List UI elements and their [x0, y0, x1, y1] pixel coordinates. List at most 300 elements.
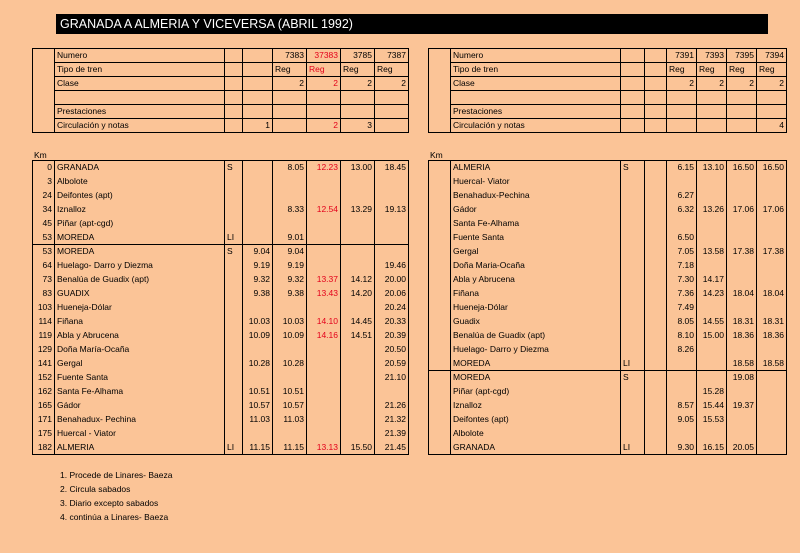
pre-time	[645, 203, 667, 217]
time-cell: 13.29	[341, 203, 375, 217]
flag-cell	[621, 189, 645, 203]
time-cell: 13.58	[697, 245, 727, 259]
time-cell: 14.17	[697, 273, 727, 287]
blank-cell	[225, 49, 243, 63]
time-cell: 6.50	[667, 231, 697, 245]
header-label	[55, 91, 225, 105]
station-name: Benalúa de Guadix (apt)	[55, 273, 225, 287]
flag-cell	[225, 427, 243, 441]
time-cell	[697, 259, 727, 273]
flag-cell	[225, 315, 243, 329]
blank-cell	[429, 315, 451, 329]
km-label-left: Km	[34, 150, 47, 160]
flag-cell	[225, 301, 243, 315]
time-cell	[727, 273, 757, 287]
station-name: Guadix	[451, 315, 621, 329]
time-cell: 16.50	[757, 161, 787, 175]
time-cell	[273, 427, 307, 441]
flag-cell	[225, 357, 243, 371]
table-row	[33, 189, 409, 203]
pre-time	[243, 175, 273, 189]
time-cell	[697, 427, 727, 441]
flag-cell	[621, 259, 645, 273]
time-cell	[375, 245, 409, 259]
station-name: Santa Fe-Alhama	[451, 217, 621, 231]
blank-cell	[429, 49, 451, 63]
train-tipo-cell: Reg	[375, 63, 409, 77]
time-cell: 8.05	[667, 315, 697, 329]
blank-cell	[429, 371, 451, 385]
time-cell	[697, 343, 727, 357]
blank-cell	[225, 119, 243, 133]
pre-cell	[645, 77, 667, 91]
blank-cell	[429, 441, 451, 455]
station-name: Benahadux- Pechina	[55, 413, 225, 427]
station-name: MOREDA	[55, 231, 225, 245]
train-tipo-cell: Reg	[697, 63, 727, 77]
km-label-right: Km	[430, 150, 443, 160]
station-name: Doña Maria-Ocaña	[451, 259, 621, 273]
time-cell	[307, 427, 341, 441]
train-blank-cell	[341, 105, 375, 119]
km-cell: 171	[33, 413, 55, 427]
time-cell: 6.27	[667, 189, 697, 203]
flag-cell	[621, 399, 645, 413]
blank-cell	[33, 49, 55, 63]
blank-cell	[429, 161, 451, 175]
blank-cell	[429, 385, 451, 399]
station-name: Abla y Abrucena	[451, 273, 621, 287]
train-blank-cell	[727, 105, 757, 119]
time-cell	[757, 301, 787, 315]
time-cell: 9.32	[273, 273, 307, 287]
table-row	[33, 315, 409, 329]
header-row	[429, 49, 787, 63]
time-cell: 18.04	[757, 287, 787, 301]
time-cell	[341, 245, 375, 259]
time-cell: 13.26	[697, 203, 727, 217]
time-cell: 8.10	[667, 329, 697, 343]
pre-time: 10.51	[243, 385, 273, 399]
train-clase-cell: 2	[757, 77, 787, 91]
table-row	[33, 427, 409, 441]
blank-cell	[429, 343, 451, 357]
pre-time	[645, 273, 667, 287]
flag-cell	[621, 231, 645, 245]
km-cell: 53	[33, 231, 55, 245]
train-blank-cell	[667, 105, 697, 119]
time-cell: 12.23	[307, 161, 341, 175]
flag-cell	[225, 189, 243, 203]
pre-cell	[243, 77, 273, 91]
time-cell: 16.50	[727, 161, 757, 175]
table-row	[429, 329, 787, 343]
time-cell	[375, 189, 409, 203]
time-cell	[307, 259, 341, 273]
train-num-cell: 3785	[341, 49, 375, 63]
pre-time: 9.04	[243, 245, 273, 259]
time-cell	[273, 217, 307, 231]
blank-cell	[429, 329, 451, 343]
time-cell	[667, 427, 697, 441]
flag-cell: S	[225, 245, 243, 259]
pre-time	[243, 231, 273, 245]
time-cell: 15.50	[341, 441, 375, 455]
table-row	[429, 231, 787, 245]
pre-time	[243, 343, 273, 357]
km-cell: 103	[33, 301, 55, 315]
time-cell: 18.36	[727, 329, 757, 343]
station-name: Deifontes (apt)	[451, 413, 621, 427]
time-cell: 21.32	[375, 413, 409, 427]
header-row	[33, 119, 409, 133]
flag-cell	[225, 273, 243, 287]
time-cell: 9.19	[273, 259, 307, 273]
table-row	[33, 259, 409, 273]
time-cell: 13.00	[341, 161, 375, 175]
pre-time	[645, 315, 667, 329]
table-row	[33, 203, 409, 217]
table-row	[429, 245, 787, 259]
station-name: Fuente Santa	[451, 231, 621, 245]
station-name: Fiñana	[451, 287, 621, 301]
train-tipo-cell: Reg	[341, 63, 375, 77]
station-name: Huelago- Darro y Diezma	[55, 259, 225, 273]
pre-time	[645, 441, 667, 455]
train-blank-cell	[341, 91, 375, 105]
km-cell: 175	[33, 427, 55, 441]
train-clase-cell: 2	[341, 77, 375, 91]
km-cell: 129	[33, 343, 55, 357]
train-num-cell: 7393	[697, 49, 727, 63]
table-row	[33, 231, 409, 245]
table-row	[33, 329, 409, 343]
table-row	[429, 371, 787, 385]
blank-cell	[621, 77, 645, 91]
time-cell	[697, 217, 727, 231]
blank-cell	[429, 63, 451, 77]
blank-cell	[429, 413, 451, 427]
blank-cell	[33, 91, 55, 105]
flag-cell	[225, 385, 243, 399]
table-row	[33, 399, 409, 413]
flag-cell	[621, 273, 645, 287]
train-clase-cell: 2	[307, 77, 341, 91]
flag-cell	[225, 371, 243, 385]
blank-cell	[621, 49, 645, 63]
time-cell: 7.49	[667, 301, 697, 315]
table-row	[429, 203, 787, 217]
pre-cell	[645, 63, 667, 77]
flag-cell	[621, 343, 645, 357]
flag-cell	[225, 203, 243, 217]
header-label: Clase	[451, 77, 621, 91]
blank-cell	[225, 77, 243, 91]
time-cell: 13.13	[307, 441, 341, 455]
flag-cell: LI	[225, 441, 243, 455]
blank-cell	[621, 63, 645, 77]
km-cell: 73	[33, 273, 55, 287]
station-name: Doña María-Ocaña	[55, 343, 225, 357]
header-row	[429, 119, 787, 133]
table-row	[33, 371, 409, 385]
time-cell	[375, 231, 409, 245]
time-cell: 17.06	[757, 203, 787, 217]
time-cell	[697, 189, 727, 203]
pre-cell	[645, 105, 667, 119]
flag-cell: S	[621, 161, 645, 175]
time-cell	[757, 231, 787, 245]
time-cell	[341, 189, 375, 203]
km-cell: 83	[33, 287, 55, 301]
flag-cell: S	[225, 161, 243, 175]
flag-cell: LI	[621, 441, 645, 455]
time-cell: 8.33	[273, 203, 307, 217]
flag-cell	[621, 203, 645, 217]
blank-cell	[429, 77, 451, 91]
flag-cell	[225, 399, 243, 413]
train-clase-cell: 2	[273, 77, 307, 91]
station-name: GRANADA	[55, 161, 225, 175]
time-cell: 6.32	[667, 203, 697, 217]
time-cell: 10.57	[273, 399, 307, 413]
station-name: Deifontes (apt)	[55, 189, 225, 203]
time-cell	[697, 301, 727, 315]
km-cell: 53	[33, 245, 55, 259]
pre-time	[645, 217, 667, 231]
time-cell	[697, 175, 727, 189]
blank-cell	[429, 105, 451, 119]
pre-time	[645, 245, 667, 259]
time-cell: 8.05	[273, 161, 307, 175]
table-row	[429, 301, 787, 315]
km-cell: 165	[33, 399, 55, 413]
time-cell	[341, 357, 375, 371]
blank-cell	[225, 91, 243, 105]
pre-time: 10.28	[243, 357, 273, 371]
station-name: Huelago- Darro y Diezma	[451, 343, 621, 357]
time-cell: 16.15	[697, 441, 727, 455]
header-row	[33, 49, 409, 63]
table-row	[33, 441, 409, 455]
train-num-cell: 7383	[273, 49, 307, 63]
km-cell: 24	[33, 189, 55, 203]
table-row	[33, 357, 409, 371]
blank-cell	[225, 63, 243, 77]
station-name: Iznalloz	[55, 203, 225, 217]
train-blank-cell	[375, 105, 409, 119]
train-blank-cell	[273, 105, 307, 119]
train-tipo-cell: Reg	[273, 63, 307, 77]
train-num-cell: 7395	[727, 49, 757, 63]
time-cell	[307, 357, 341, 371]
train-num-cell: 7387	[375, 49, 409, 63]
train-blank-cell	[667, 91, 697, 105]
flag-cell: S	[621, 371, 645, 385]
pre-time: 11.15	[243, 441, 273, 455]
time-cell: 20.33	[375, 315, 409, 329]
time-cell	[757, 189, 787, 203]
station-name: Gádor	[451, 203, 621, 217]
table-row	[33, 273, 409, 287]
time-cell: 20.05	[727, 441, 757, 455]
time-cell: 15.44	[697, 399, 727, 413]
time-cell	[757, 385, 787, 399]
station-name: ALMERIA	[451, 161, 621, 175]
time-cell: 18.45	[375, 161, 409, 175]
train-blank-cell	[697, 105, 727, 119]
km-cell: 0	[33, 161, 55, 175]
time-cell: 9.05	[667, 413, 697, 427]
time-cell: 20.00	[375, 273, 409, 287]
blank-cell	[621, 91, 645, 105]
header-label: Numero	[451, 49, 621, 63]
header-row	[429, 105, 787, 119]
train-clase-cell: 2	[375, 77, 409, 91]
header-row	[429, 77, 787, 91]
time-cell: 18.58	[727, 357, 757, 371]
time-cell	[757, 399, 787, 413]
time-cell	[341, 217, 375, 231]
time-cell: 20.59	[375, 357, 409, 371]
left-timetable	[32, 160, 409, 455]
note-item: 2. Circula sabados	[60, 484, 131, 494]
station-name: Abla y Abrucena	[55, 329, 225, 343]
time-cell: 21.26	[375, 399, 409, 413]
time-cell	[757, 371, 787, 385]
blank-cell	[621, 119, 645, 133]
km-cell: 182	[33, 441, 55, 455]
station-name: Hueneja-Dólar	[451, 301, 621, 315]
km-cell: 162	[33, 385, 55, 399]
station-name: GRANADA	[451, 441, 621, 455]
time-cell	[307, 301, 341, 315]
pre-cell	[645, 49, 667, 63]
flag-cell	[621, 385, 645, 399]
pre-time	[243, 203, 273, 217]
table-row	[33, 245, 409, 259]
station-name: Albolote	[451, 427, 621, 441]
blank-cell	[429, 427, 451, 441]
time-cell	[727, 413, 757, 427]
station-name: MOREDA	[55, 245, 225, 259]
header-label: Circulación y notas	[451, 119, 621, 133]
table-row	[429, 259, 787, 273]
header-row	[33, 77, 409, 91]
pre-time	[243, 189, 273, 203]
train-clase-cell: 2	[727, 77, 757, 91]
time-cell	[273, 189, 307, 203]
header-label: Circulación y notas	[55, 119, 225, 133]
time-cell: 19.37	[727, 399, 757, 413]
time-cell: 10.28	[273, 357, 307, 371]
note-item: 3. Diario excepto sabados	[60, 498, 159, 508]
time-cell	[667, 357, 697, 371]
table-row	[429, 161, 787, 175]
time-cell	[375, 217, 409, 231]
time-cell	[757, 441, 787, 455]
station-name: Benalúa de Guadix (apt)	[451, 329, 621, 343]
header-label: Tipo de tren	[451, 63, 621, 77]
time-cell	[307, 371, 341, 385]
time-cell: 7.05	[667, 245, 697, 259]
time-cell: 13.43	[307, 287, 341, 301]
header-row	[429, 91, 787, 105]
time-cell: 21.10	[375, 371, 409, 385]
time-cell	[757, 175, 787, 189]
time-cell: 14.16	[307, 329, 341, 343]
time-cell: 21.45	[375, 441, 409, 455]
train-num-cell: 37383	[307, 49, 341, 63]
pre-time: 9.19	[243, 259, 273, 273]
table-row	[429, 385, 787, 399]
time-cell	[341, 371, 375, 385]
table-row	[33, 287, 409, 301]
table-row	[429, 399, 787, 413]
time-cell	[697, 371, 727, 385]
time-cell	[757, 413, 787, 427]
time-cell	[727, 259, 757, 273]
time-cell	[757, 343, 787, 357]
time-cell: 9.01	[273, 231, 307, 245]
flag-cell	[621, 301, 645, 315]
blank-cell	[429, 245, 451, 259]
pre-cell	[243, 91, 273, 105]
left-header-table	[32, 48, 409, 133]
time-cell: 20.24	[375, 301, 409, 315]
time-cell	[341, 231, 375, 245]
time-cell: 20.39	[375, 329, 409, 343]
flag-cell	[621, 175, 645, 189]
time-cell	[307, 245, 341, 259]
blank-cell	[429, 91, 451, 105]
blank-cell	[429, 301, 451, 315]
time-cell	[273, 301, 307, 315]
time-cell: 19.46	[375, 259, 409, 273]
time-cell: 9.30	[667, 441, 697, 455]
pre-time	[645, 175, 667, 189]
time-cell	[757, 427, 787, 441]
flag-cell	[225, 343, 243, 357]
time-cell: 10.03	[273, 315, 307, 329]
km-cell: 45	[33, 217, 55, 231]
blank-cell	[429, 259, 451, 273]
blank-cell	[33, 77, 55, 91]
table-row	[429, 441, 787, 455]
train-nota-cell	[697, 119, 727, 133]
pre-time	[645, 413, 667, 427]
blank-cell	[429, 119, 451, 133]
pre-time	[645, 301, 667, 315]
flag-cell	[225, 259, 243, 273]
train-nota-cell	[727, 119, 757, 133]
time-cell	[341, 259, 375, 273]
train-tipo-cell: Reg	[307, 63, 341, 77]
time-cell	[341, 385, 375, 399]
header-row	[33, 91, 409, 105]
table-row	[33, 161, 409, 175]
flag-cell: LI	[621, 357, 645, 371]
time-cell: 14.12	[341, 273, 375, 287]
blank-cell	[225, 105, 243, 119]
time-cell	[375, 385, 409, 399]
time-cell: 14.10	[307, 315, 341, 329]
time-cell: 15.00	[697, 329, 727, 343]
flag-cell	[225, 175, 243, 189]
notes	[60, 468, 172, 524]
train-nota-cell	[667, 119, 697, 133]
pre-cell	[243, 63, 273, 77]
